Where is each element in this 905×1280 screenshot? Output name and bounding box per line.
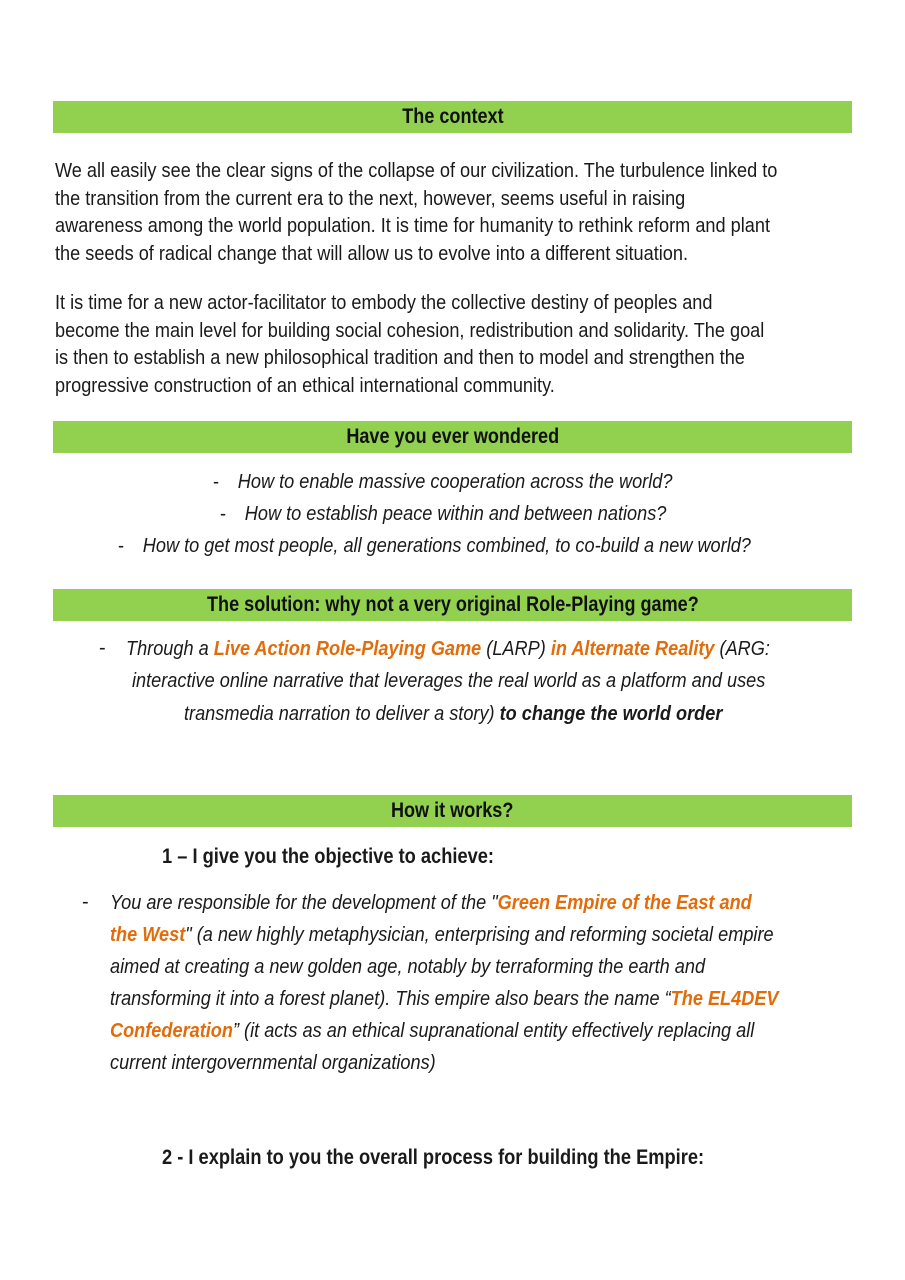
question-item <box>220 502 666 526</box>
text-line: awareness among the world population. It is time for humanity to rethink reform and plant <box>55 214 770 237</box>
emphasis-text: to change the world order <box>499 702 723 725</box>
objective-line-4 <box>110 987 779 1011</box>
text-line: the seeds of radical change that will allow us to evolve into a different situation. <box>55 241 689 265</box>
objective-line-6 <box>110 1051 436 1075</box>
solution-line-2 <box>132 669 765 693</box>
bullet-dash: - <box>213 470 220 493</box>
context-paragraph-1 <box>55 157 855 267</box>
bullet-dash: - <box>99 637 106 659</box>
objective-line-3 <box>110 955 705 979</box>
heading-text: How it works? <box>391 799 514 822</box>
solution-line-3 <box>184 702 722 726</box>
text-line: progressive construction of an ethical international community. <box>55 373 555 397</box>
text-run: aimed at creating a new golden age, notably by terraforming the earth and <box>110 955 706 978</box>
step-2-heading: 2 - I explain to you the overall process for building the Empire: <box>162 1146 705 1169</box>
text-run: ” (it acts as an ethical supranational entity effectively replacing all <box>232 1019 755 1042</box>
empire-highlight: the West <box>110 923 186 946</box>
larp-highlight: Live Action Role-Playing Game <box>213 637 482 660</box>
bullet-dash: - <box>220 502 227 525</box>
context-paragraph-2 <box>55 289 855 399</box>
text-line: It is time for a new actor-facilitator to embody the collective destiny of peoples and <box>55 291 713 314</box>
section-heading-context <box>53 101 852 133</box>
question-item <box>118 534 751 558</box>
objective-line-2 <box>110 923 774 947</box>
heading-text: Have you ever wondered <box>346 425 559 448</box>
question-text: How to establish peace within and between nations? <box>244 502 667 525</box>
text-run: You are responsible for the development of the " <box>110 891 498 914</box>
heading-text: The solution: why not a very original Role-Playing game? <box>206 593 699 616</box>
text-run: transmedia narration to deliver a story) <box>184 702 500 725</box>
step-1-heading: 1 – I give you the objective to achieve: <box>162 845 495 868</box>
text-run: interactive online narrative that leverages the real world as a platform and uses <box>132 669 766 692</box>
text-run: (ARG: <box>714 637 770 660</box>
text-line: become the main level for building social cohesion, redistribution and solidarity. The goal <box>55 318 765 342</box>
section-heading-how <box>53 795 852 827</box>
solution-line-1 <box>126 637 770 661</box>
el4dev-highlight: Confederation <box>110 1019 233 1042</box>
question-text: How to enable massive cooperation across the world? <box>237 470 673 493</box>
bullet-dash: - <box>82 891 89 913</box>
section-heading-wondered <box>53 421 852 453</box>
text-line: We all easily see the clear signs of the collapse of our civilization. The turbulence linked to <box>55 159 778 182</box>
text-run: " (a new highly metaphysician, enterprising and reforming societal empire <box>185 923 774 946</box>
text-line: is then to establish a new philosophical tradition and then to model and strengthen the <box>55 346 745 369</box>
text-line: the transition from the current era to the next, however, seems useful in raising <box>55 186 686 210</box>
el4dev-highlight: The EL4DEV <box>670 987 779 1010</box>
empire-highlight: Green Empire of the East and <box>497 891 752 914</box>
text-run: current intergovernmental organizations) <box>110 1051 436 1074</box>
objective-line-1 <box>110 891 752 915</box>
question-text: How to get most people, all generations combined, to co-build a new world? <box>142 534 751 557</box>
objective-line-5 <box>110 1019 754 1043</box>
heading-text: The context <box>401 105 504 128</box>
text-run: (LARP) <box>481 637 551 660</box>
question-item <box>213 470 672 494</box>
text-run: transforming it into a forest planet). This empire also bears the name “ <box>110 987 671 1010</box>
text-run: Through a <box>126 637 214 660</box>
section-heading-solution <box>53 589 852 621</box>
bullet-dash: - <box>118 534 125 557</box>
arg-highlight: in Alternate Reality <box>550 637 715 660</box>
